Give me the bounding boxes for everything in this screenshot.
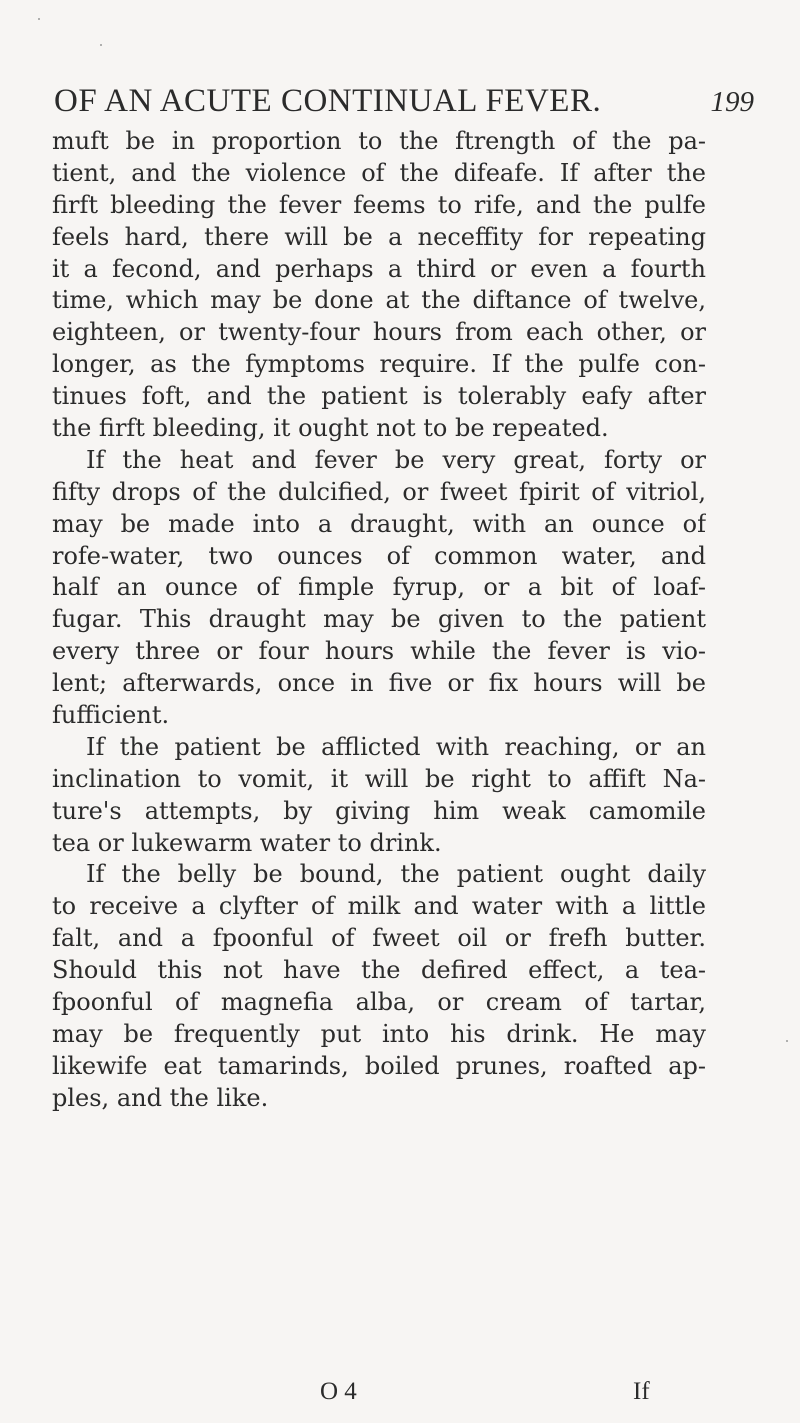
paragraph-start-line: If the belly be bound, the patient ought daily (86, 860, 706, 889)
text-line: feels hard, there will be a neceffity for repeating (52, 222, 706, 251)
running-head (54, 84, 754, 118)
paragraph-start-line: If the patient be afflicted with reaching, or an (86, 732, 706, 761)
body-text (52, 126, 706, 1115)
text-line: muft be in proportion to the ftrength of the pa- (52, 127, 706, 155)
paragraph-start-line: If the heat and fever be very great, forty or (86, 445, 706, 474)
paragraph-end-line: ples, and the like. (52, 1083, 269, 1112)
text-line: may be frequently put into his drink. He may (52, 1019, 706, 1048)
paragraph-end-line: fufficient. (52, 701, 170, 730)
text-line: tinues foft, and the patient is tolerably eafy after (52, 382, 706, 411)
text-line: fpoonful of magnefia alba, or cream of tartar, (52, 988, 706, 1017)
text-line: to receive a clyfter of milk and water with a little (52, 892, 706, 921)
text-line: may be made into a draught, with an ounce of (52, 509, 706, 538)
text-line: ture's attempts, by giving him weak camomile (52, 796, 706, 825)
text-line: inclination to vomit, it will be right to affift Na- (52, 764, 706, 793)
paper-speck (786, 1040, 788, 1042)
paper-speck (38, 18, 40, 20)
paragraph-end-line: the firft bleeding, it ought not to be repeated. (52, 414, 609, 443)
text-line: it a fecond, and perhaps a third or even a fourth (52, 254, 706, 283)
paragraph-end-line: tea or lukewarm water to drink. (52, 828, 442, 857)
text-line: time, which may be done at the diftance of twelve, (52, 286, 706, 315)
text-line: rofe-water, two ounces of common water, and (52, 541, 706, 570)
text-line: Should this not have the defired effect, a tea- (52, 956, 706, 985)
text-line: likewife eat tamarinds, boiled prunes, roafted ap- (52, 1051, 706, 1080)
paper-speck (100, 44, 102, 46)
text-line: tient, and the violence of the difeafe. If after the (52, 158, 706, 187)
running-title: OF AN ACUTE CONTINUAL FEVER. (54, 83, 602, 119)
text-line: firft bleeding the fever feems to rife, and the pulfe (52, 190, 706, 219)
page-footer (0, 1378, 800, 1412)
text-line: longer, as the fymptoms require. If the pulfe con- (52, 350, 706, 379)
text-line: fifty drops of the dulcified, or fweet fpirit of vitriol, (52, 477, 706, 506)
text-line: lent; afterwards, once in five or fix hours will be (52, 669, 706, 698)
text-line: fugar. This draught may be given to the patient (52, 605, 706, 634)
page-number: 199 (710, 86, 754, 118)
text-line: eighteen, or twenty-four hours from each other, or (52, 318, 706, 347)
signature-mark: O 4 (320, 1378, 357, 1405)
catchword: If (633, 1378, 650, 1405)
text-line: every three or four hours while the fever is vio- (52, 637, 706, 666)
text-line: half an ounce of fimple fyrup, or a bit of loaf- (52, 573, 706, 602)
text-line: falt, and a fpoonful of fweet oil or frefh butter. (52, 924, 706, 953)
